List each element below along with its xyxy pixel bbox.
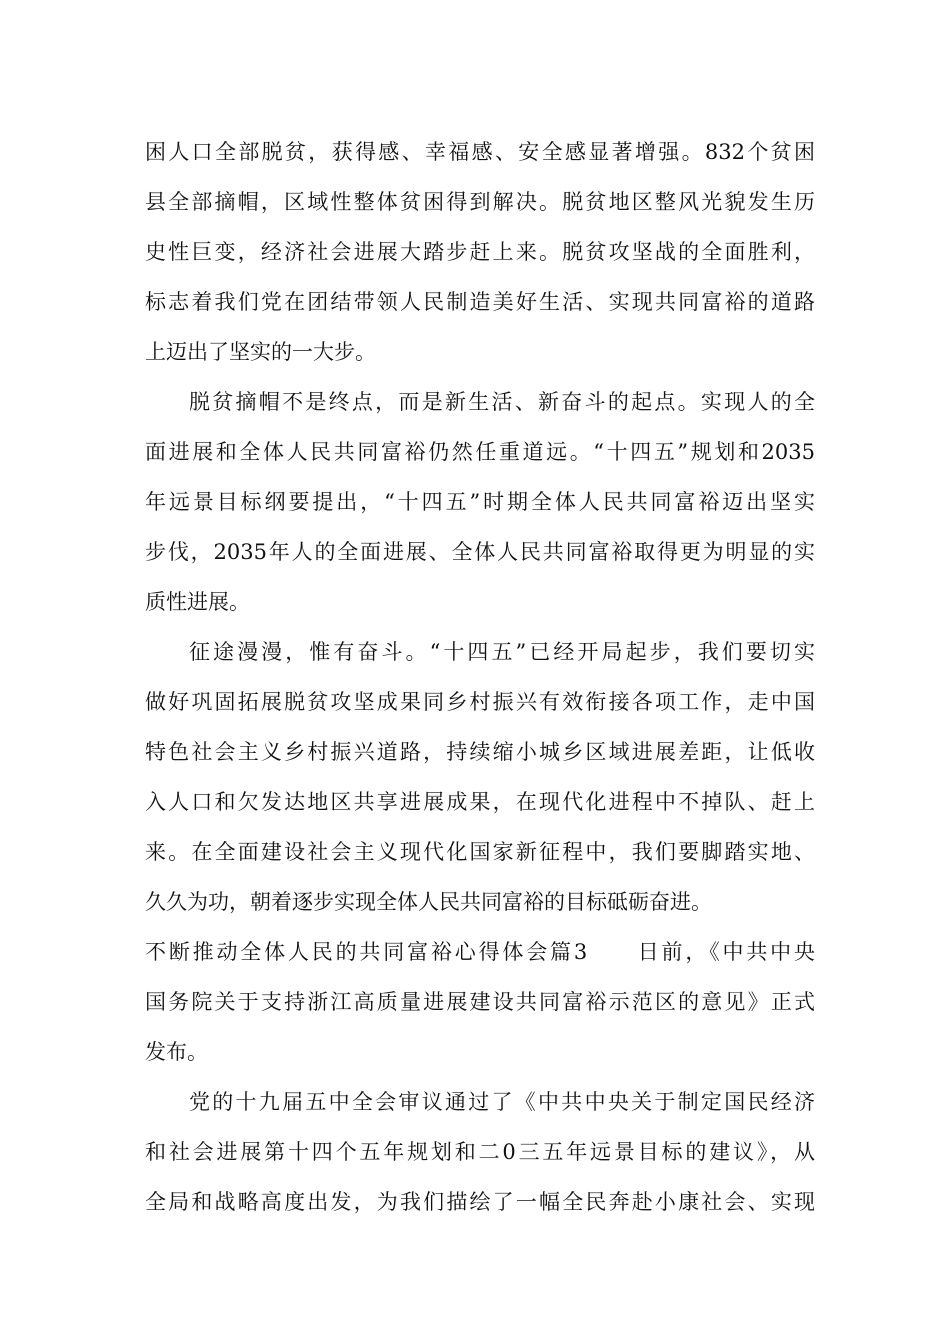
paragraph-line: 年远景目标纲要提出，“十四五”时期全体人民共同富裕迈出坚实 bbox=[145, 490, 815, 514]
paragraph-line: 上迈出了坚实的一大步。 bbox=[145, 340, 376, 364]
paragraph-line: 久久为功，朝着逐步实现全体人民共同富裕的目标砥砺奋进。 bbox=[145, 890, 712, 914]
paragraph-line: 困人口全部脱贫，获得感、幸福感、安全感显著增强。832个贫困 bbox=[145, 140, 815, 164]
paragraph-line: 入人口和欠发达地区共享进展成果，在现代化进程中不掉队、赶上 bbox=[145, 790, 815, 814]
paragraph-line: 特色社会主义乡村振兴道路，持续缩小城乡区域进展差距，让低收 bbox=[145, 740, 815, 764]
paragraph-line: 史性巨变，经济社会进展大踏步赶上来。脱贫攻坚战的全面胜利， bbox=[145, 240, 815, 264]
paragraph-line: 县全部摘帽，区域性整体贫困得到解决。脱贫地区整风光貌发生历 bbox=[145, 190, 815, 214]
paragraph-line: 发布。 bbox=[145, 1040, 208, 1064]
paragraph-line: 不断推动全体人民的共同富裕心得体会篇3 日前，《中共中央 bbox=[145, 940, 815, 964]
paragraph-line: 党的十九届五中全会审议通过了《中共中央关于制定国民经济 bbox=[189, 1090, 815, 1114]
paragraph-line: 全局和战略高度出发，为我们描绘了一幅全民奔赴小康社会、实现 bbox=[145, 1190, 815, 1214]
paragraph-line: 来。在全面建设社会主义现代化国家新征程中，我们要脚踏实地、 bbox=[145, 840, 815, 864]
paragraph-line: 脱贫摘帽不是终点，而是新生活、新奋斗的起点。实现人的全 bbox=[189, 390, 815, 414]
paragraph-line: 标志着我们党在团结带领人民制造美好生活、实现共同富裕的道路 bbox=[145, 290, 815, 314]
paragraph-line: 做好巩固拓展脱贫攻坚成果同乡村振兴有效衔接各项工作，走中国 bbox=[145, 690, 815, 714]
paragraph-line: 国务院关于支持浙江高质量进展建设共同富裕示范区的意见》正式 bbox=[145, 990, 815, 1014]
paragraph-line: 和社会进展第十四个五年规划和二0三五年远景目标的建议》，从 bbox=[145, 1140, 815, 1164]
paragraph-line: 面进展和全体人民共同富裕仍然任重道远。“十四五”规划和2035 bbox=[145, 440, 815, 464]
paragraph-line: 步伐，2035年人的全面进展、全体人民共同富裕取得更为明显的实 bbox=[145, 540, 815, 564]
paragraph-line: 质性进展。 bbox=[145, 590, 250, 614]
paragraph-line: 征途漫漫，惟有奋斗。“十四五”已经开局起步，我们要切实 bbox=[189, 640, 815, 664]
